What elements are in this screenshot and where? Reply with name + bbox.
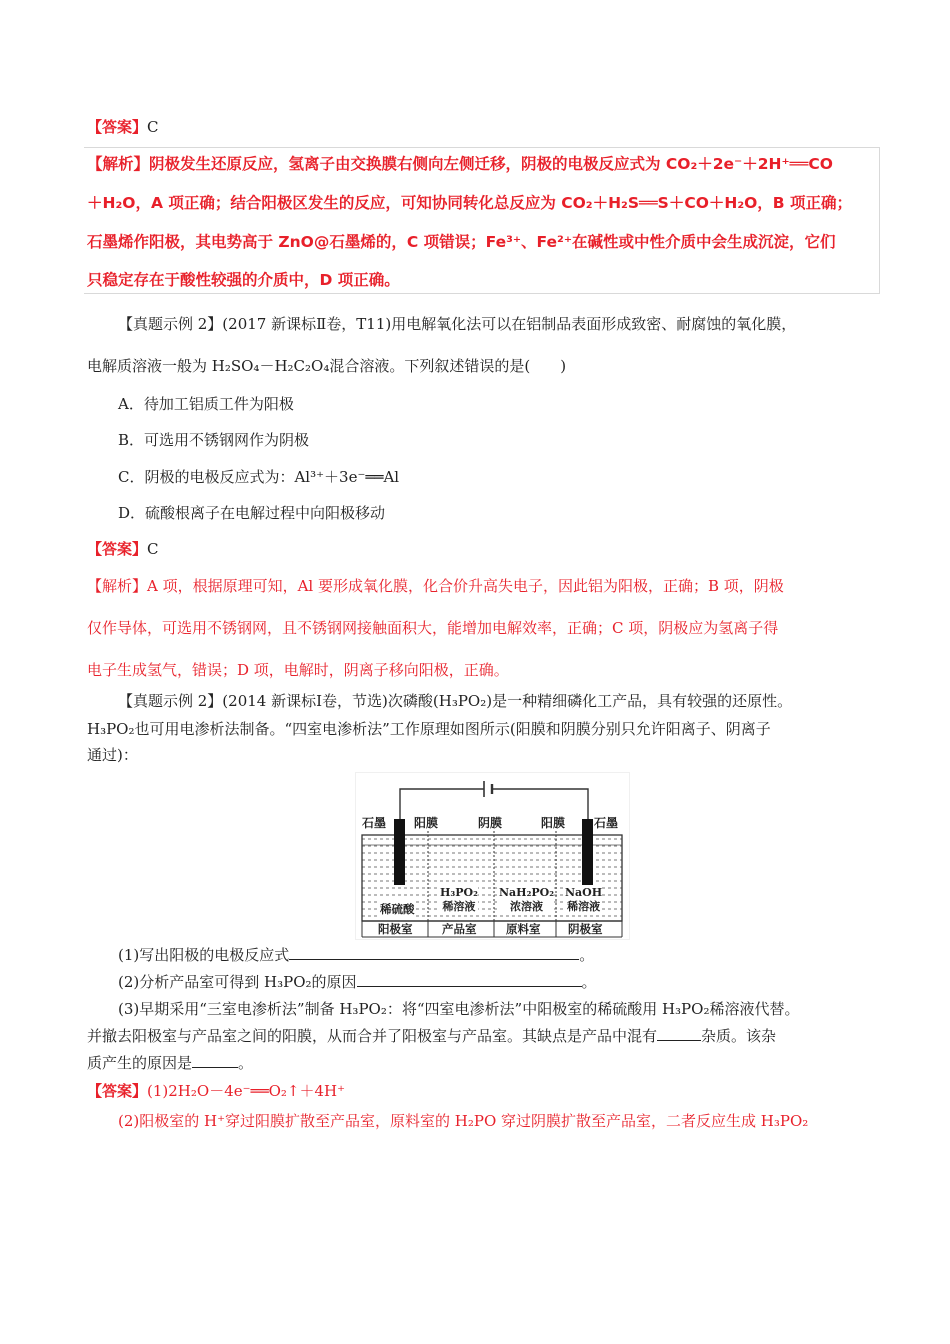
- solution-nah2po2: NaH₂PO₂ 浓溶液: [499, 886, 555, 913]
- sub-question-3: (3)早期采用“三室电渗析法”制备 H₃PO₂：将“四室电渗析法”中阳极室的稀硫酸用 H₃PO₂稀溶液代替。: [118, 1000, 800, 1018]
- analysis-line: 【解析】阴极发生还原反应，氢离子由交换膜右侧向左侧迁移，阴极的电极反应式为 CO₂＋2e⁻＋2H⁺══CO: [87, 155, 833, 173]
- answer-blank: [192, 1053, 238, 1068]
- graphite-cathode: [582, 819, 593, 885]
- answer-tag: 【答案】: [87, 118, 148, 136]
- analysis-line: 仅作导体，可选用不锈钢网，且不锈钢网接触面积大，能增加电解效率，正确；C 项，阴极应为氢离子得: [87, 619, 779, 637]
- sub-question-1: (1)写出阳极的电极反应式 。: [118, 946, 595, 964]
- question-stem: H₃PO₂也可用电渗析法制备。“四室电渗析法”工作原理如图所示(阳膜和阴膜分别只允许阳离子、阴离子: [87, 720, 771, 738]
- sub-question-3-cont: 并撤去阳极室与产品室之间的阳膜，从而合并了阳极室与产品室。其缺点是产品中混有 杂质。该杂: [87, 1027, 777, 1045]
- sub-question-3-cont: 质产生的原因是 。: [87, 1054, 254, 1072]
- option-b: B．可选用不锈钢网作为阴极: [118, 431, 310, 449]
- option-d: D．硫酸根离子在电解过程中向阳极移动: [118, 504, 386, 522]
- chamber-raw-material: 原料室: [506, 922, 541, 936]
- electrodialysis-diagram: [355, 772, 630, 940]
- answer-value: C: [147, 118, 159, 136]
- solution-naoh: NaOH 稀溶液: [565, 886, 603, 913]
- analysis-line: 只稳定存在于酸性较强的介质中，D 项正确。: [87, 271, 400, 289]
- analysis-line: ＋H₂O，A 项正确；结合阳极区发生的反应，可知协同转化总反应为 CO₂＋H₂S══S＋CO＋H₂O，B 项正确；: [87, 194, 853, 212]
- answer-part-1: (1)2H₂O－4e⁻══O₂↑＋4H⁺: [147, 1082, 346, 1100]
- label-cation-membrane-2: 阳膜: [541, 816, 566, 830]
- chamber-cathode: 阴极室: [568, 922, 603, 936]
- answer-part-2: (2)阳极室的 H⁺穿过阳膜扩散至产品室，原料室的 H₂PO 穿过阴膜扩散至产品室，二者反应生成 H₃PO₂: [118, 1112, 809, 1130]
- answer-tag: 【答案】: [87, 1082, 148, 1100]
- analysis-line: 【解析】A 项，根据原理可知，Al 要形成氧化膜，化合价升高失电子，因此铝为阳极，正确；B 项，阴极: [87, 577, 784, 595]
- solution-dilute-sulfuric-acid: 稀硫酸: [380, 902, 415, 916]
- answer-tag: 【答案】: [87, 540, 148, 558]
- answer-value: C: [147, 540, 159, 558]
- option-a: A．待加工铝质工件为阳极: [118, 395, 294, 413]
- question-stem: 通过)：: [87, 746, 138, 764]
- answer-blank: [657, 1026, 701, 1041]
- analysis-line: 电子生成氢气，错误；D 项，电解时，阴离子移向阳极，正确。: [87, 661, 509, 679]
- question-stem: 【真题示例 2】(2014 新课标Ⅰ卷，节选)次磷酸(H₃PO₂)是一种精细磷化工产品，具有较强的还原性。: [118, 692, 793, 710]
- sub-question-2: (2)分析产品室可得到 H₃PO₂的原因 。: [118, 973, 597, 991]
- graphite-anode: [394, 819, 405, 885]
- analysis-line: 石墨烯作阳极，其电势高于 ZnO@石墨烯的，C 项错误；Fe³⁺、Fe²⁺在碱性或中性介质中会生成沉淀，它们: [87, 233, 836, 251]
- chamber-anode: 阳极室: [378, 922, 413, 936]
- label-graphite-right: 石墨: [594, 816, 619, 830]
- answer-line-3: [87, 1080, 345, 1101]
- solution-h3po2: H₃PO₂ 稀溶液: [440, 886, 478, 913]
- answer-line-2: [87, 538, 159, 559]
- label-graphite-left: 石墨: [362, 816, 387, 830]
- answer-line-1: [87, 116, 159, 137]
- label-anion-membrane: 阴膜: [478, 816, 503, 830]
- answer-blank: [289, 945, 579, 960]
- chamber-product: 产品室: [442, 922, 477, 936]
- option-c: C．阴极的电极反应式为：Al³⁺＋3e⁻══Al: [118, 468, 400, 486]
- answer-blank: [357, 972, 582, 987]
- wire-left: [400, 789, 484, 819]
- label-cation-membrane-1: 阳膜: [414, 816, 439, 830]
- question-stem: 【真题示例 2】(2017 新课标Ⅱ卷，T11)用电解氧化法可以在铝制品表面形成致密、耐腐蚀的氧化膜，: [118, 315, 797, 333]
- question-stem: 电解质溶液一般为 H₂SO₄－H₂C₂O₄混合溶液。下列叙述错误的是( ): [87, 357, 567, 375]
